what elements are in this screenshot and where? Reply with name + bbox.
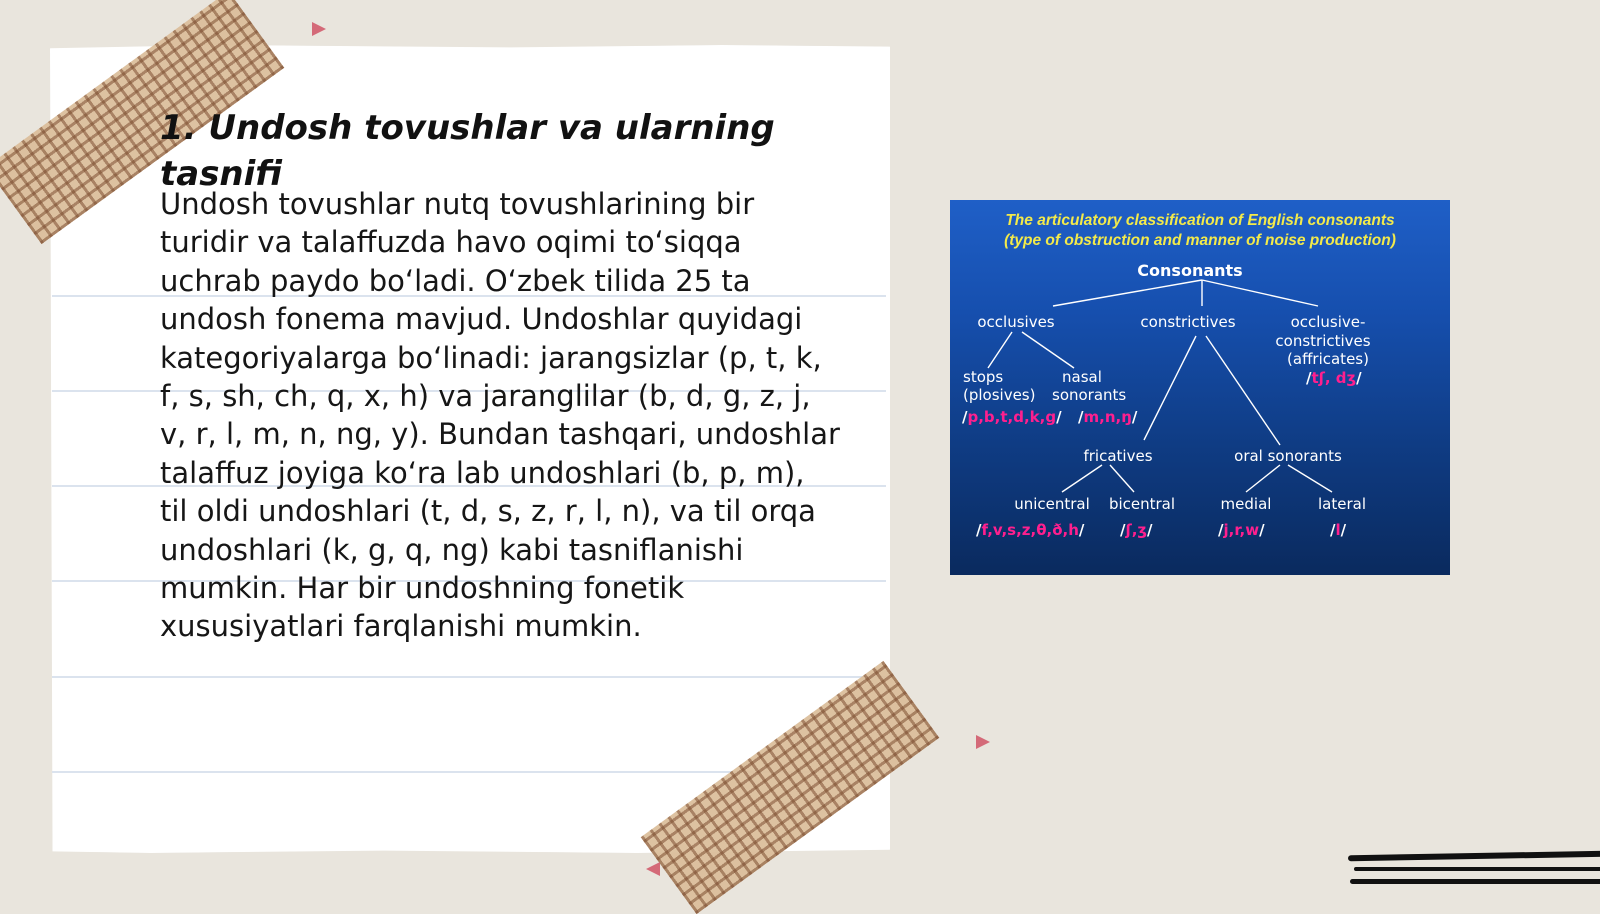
node-affricates-line-3: (affricates) xyxy=(1287,350,1369,368)
connector-line xyxy=(1022,332,1074,368)
slide-title: 1. Undosh tovushlar va ularning tasnifi xyxy=(160,108,775,194)
node-lateral: lateral xyxy=(1318,495,1366,513)
stops-symbols: /p,b,t,d,k,g/ xyxy=(962,408,1062,426)
node-constrictives: constrictives xyxy=(1140,313,1236,331)
node-fricatives: fricatives xyxy=(1083,447,1153,465)
node-affricates-line-2: constrictives xyxy=(1275,332,1371,350)
tape-tip xyxy=(312,22,326,36)
connector-line xyxy=(1110,465,1134,492)
bicentral-symbols: /ʃ,ʒ/ xyxy=(1120,521,1153,539)
node-occlusives: occlusives xyxy=(977,313,1055,331)
tape-tip xyxy=(976,735,990,749)
unicentral-symbols: /f,v,s,z,θ,ð,h/ xyxy=(976,521,1085,539)
lateral-symbols: /l/ xyxy=(1330,521,1347,539)
node-unicentral: unicentral xyxy=(1014,495,1090,513)
connector-line xyxy=(1206,336,1280,445)
connector-line xyxy=(988,332,1012,368)
paper-rule-line xyxy=(52,676,886,678)
body-paragraph: Undosh tovushlar nutq tovushlarining bir turidir va talaffuzda havo oqimi to‘siqqa uchrab paydo bo‘ladi. O‘zbek tilida 25 ta undosh fonema mavjud. Undoshlar quyidagi kategoriyalarga bo‘linadi: jarangsizlar (p, t, k, f, s, sh, ch, q, x, h) va jaranglilar (b, d, g, z, j, v, r, l, m, n, ng, y). Bundan tashqari, undoshlar talaffuz joyiga ko‘ra lab undoshlari (b, p, m), til oldi undoshlari (t, d, s, z, r, l, n), va til orqa undoshlari (k, g, q, ng) kabi tasniflanishi mumkin. Har bir undoshning fonetik xususiyatlari farqlanishi mumkin. xyxy=(160,187,840,644)
decorative-pen-strokes xyxy=(1348,845,1600,895)
connector-line xyxy=(1202,280,1318,306)
node-nasal-line-1: nasal xyxy=(1062,368,1102,386)
connector-line xyxy=(1062,465,1102,492)
node-consonants: Consonants xyxy=(1137,261,1243,280)
diagram-title-line-1: The articulatory classification of English consonants xyxy=(1005,212,1395,229)
connector-line xyxy=(1144,336,1196,440)
diagram-title-line-2: (type of obstruction and manner of noise production) xyxy=(1004,232,1396,249)
connector-line xyxy=(1246,465,1280,492)
node-stops-line-2: (plosives) xyxy=(963,386,1036,404)
node-bicentral: bicentral xyxy=(1108,495,1176,513)
node-nasal-line-2: sonorants xyxy=(1052,386,1127,404)
diagram-svg xyxy=(950,200,1450,575)
node-oral-sonorants: oral sonorants xyxy=(1234,447,1342,465)
tape-tip xyxy=(646,862,660,876)
node-medial: medial xyxy=(1220,495,1272,513)
medial-symbols: /j,r,w/ xyxy=(1218,521,1265,539)
connector-line xyxy=(1288,465,1332,492)
connector-line xyxy=(1053,280,1202,306)
nasal-symbols: /m,n,ŋ/ xyxy=(1078,408,1138,426)
node-affricates-line-1: occlusive- xyxy=(1290,313,1366,331)
node-stops-line-1: stops xyxy=(963,368,1004,386)
consonant-classification-diagram xyxy=(950,200,1450,575)
affricates-symbols: /tʃ, dʒ/ xyxy=(1306,369,1362,387)
